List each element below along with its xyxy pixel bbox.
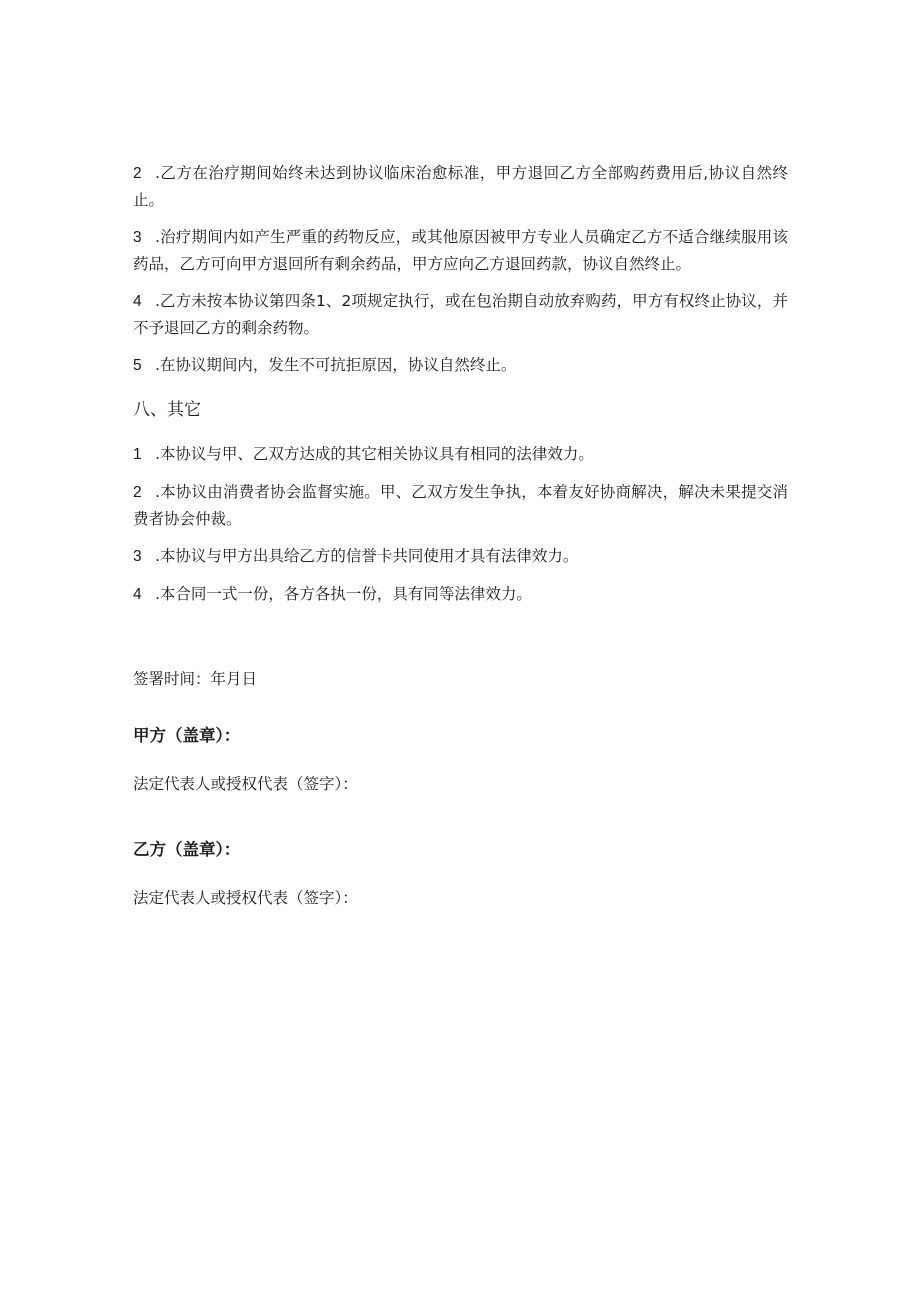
others-item-4 [133,581,788,608]
item-number: 3 [133,229,142,246]
item-text: .本协议与甲、乙双方达成的其它相关协议具有相同的法律效力。 [155,445,594,463]
others-item-1 [133,441,788,468]
item-number: 1 [133,446,142,463]
item-number: 4 [133,293,142,310]
document-page [133,160,788,911]
item-text: .本合同一式一份，各方各执一份，具有同等法律效力。 [155,585,532,603]
item-text: .乙方在治疗期间始终未达到协议临床治愈标准，甲方退回乙方全部购药费用后,协议自然终止。 [133,164,788,209]
others-item-2 [133,479,788,532]
termination-item-3 [133,224,788,277]
others-item-3 [133,543,788,570]
item-number: 4 [133,586,142,603]
termination-item-5 [133,352,788,379]
party-a-seal-label: 甲方（盖章）： [133,726,241,745]
item-text: .乙方未按本协议第四条1、2项规定执行，或在包治期自动放弃购药，甲方有权终止协议，并不予退回乙方的剩余药物。 [133,292,788,337]
signing-date: 签署时间：年月日 [133,670,258,688]
item-number: 5 [133,357,142,374]
party-a-representative-signature: 法定代表人或授权代表（签字）： [133,775,358,793]
section-heading-others: 八、其它 [133,400,201,420]
item-text: .治疗期间内如产生严重的药物反应，或其他原因被甲方专业人员确定乙方不适合继续服用该药品，乙方可向甲方退回所有剩余药品，甲方应向乙方退回药款，协议自然终止。 [133,228,788,273]
termination-item-4 [133,288,788,341]
item-number: 2 [133,165,142,182]
party-b-representative-signature: 法定代表人或授权代表（签字）： [133,889,358,907]
party-b-seal-label: 乙方（盖章）： [133,840,241,859]
item-number: 2 [133,484,142,501]
item-text: .本协议与甲方出具给乙方的信誉卡共同使用才具有法律效力。 [155,547,579,565]
item-text: .在协议期间内，发生不可抗拒原因，协议自然终止。 [155,356,517,374]
item-text: .本协议由消费者协会监督实施。甲、乙双方发生争执，本着友好协商解决，解决未果提交消费者协会仲裁。 [133,483,788,528]
item-number: 3 [133,548,142,565]
termination-item-2 [133,160,788,213]
